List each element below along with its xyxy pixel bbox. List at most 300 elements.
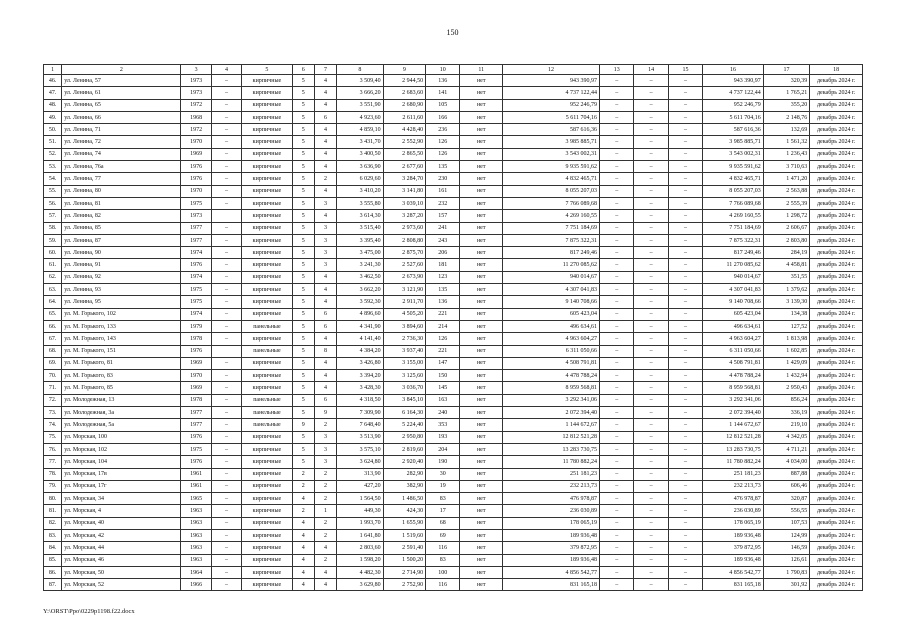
cell-total-cost: 943 390,97 xyxy=(502,75,599,87)
cell-wall-material: кирпичные xyxy=(242,296,293,308)
cell-residents: 193 xyxy=(426,431,460,443)
cell-local-budget: – xyxy=(668,148,702,160)
cell-wall-material: кирпичные xyxy=(242,382,293,394)
cell-object-cultural-heritage: нет xyxy=(460,333,502,345)
cell-living-area: 1 519,60 xyxy=(383,529,425,541)
cell-wall-material: кирпичные xyxy=(242,493,293,505)
cell-year-reconstructed: – xyxy=(211,529,241,541)
cell-residents: 19 xyxy=(426,480,460,492)
cell-object-cultural-heritage: нет xyxy=(460,456,502,468)
cell-year-reconstructed: – xyxy=(211,431,241,443)
table-row xyxy=(44,234,863,246)
cell-living-area: 2 591,40 xyxy=(383,542,425,554)
cell-living-area: 3 845,10 xyxy=(383,394,425,406)
cell-total-cost: 251 181,23 xyxy=(502,468,599,480)
cell-wall-material: панельные xyxy=(242,419,293,431)
cell-entrances: 2 xyxy=(314,517,336,529)
cell-year-built: 1966 xyxy=(181,579,211,591)
cell-year-reconstructed: – xyxy=(211,111,241,123)
cell-completion-date: декабрь 2024 г. xyxy=(810,407,863,419)
cell-floors: 5 xyxy=(292,185,314,197)
cell-row-number: 76. xyxy=(44,443,62,455)
cell-local-budget: – xyxy=(668,308,702,320)
cell-object-cultural-heritage: нет xyxy=(460,493,502,505)
cell-floors: 4 xyxy=(292,566,314,578)
cell-residents: 123 xyxy=(426,271,460,283)
cell-completion-date: декабрь 2024 г. xyxy=(810,247,863,259)
cell-specific-cost: 4 458,81 xyxy=(763,259,810,271)
cell-total-cost: 236 030,89 xyxy=(502,505,599,517)
cell-local-budget: – xyxy=(668,480,702,492)
cell-row-number: 51. xyxy=(44,136,62,148)
cell-address: ул. М. Горького, 143 xyxy=(62,333,181,345)
cell-total-cost: 4 478 788,24 xyxy=(502,370,599,382)
cell-fund-cost: – xyxy=(600,357,634,369)
cell-object-cultural-heritage: нет xyxy=(460,87,502,99)
cell-regional-budget: – xyxy=(634,505,668,517)
cell-living-area: 1 486,50 xyxy=(383,493,425,505)
cell-local-budget: – xyxy=(668,320,702,332)
cell-residents: 181 xyxy=(426,259,460,271)
cell-completion-date: декабрь 2024 г. xyxy=(810,111,863,123)
cell-object-cultural-heritage: нет xyxy=(460,247,502,259)
cell-entrances: 9 xyxy=(314,407,336,419)
cell-residents: 243 xyxy=(426,234,460,246)
table-row xyxy=(44,75,863,87)
cell-fund-cost: – xyxy=(600,87,634,99)
cell-wall-material: кирпичные xyxy=(242,247,293,259)
cell-residents: 232 xyxy=(426,197,460,209)
cell-total-area: 3 555,80 xyxy=(337,197,384,209)
cell-entrances: 4 xyxy=(314,148,336,160)
cell-address: ул. Ленина, 66 xyxy=(62,111,181,123)
cell-object-cultural-heritage: нет xyxy=(460,443,502,455)
cell-entrances: 2 xyxy=(314,554,336,566)
cell-living-area: 3 125,60 xyxy=(383,370,425,382)
cell-year-reconstructed: – xyxy=(211,234,241,246)
cell-total-cost: 13 283 730,75 xyxy=(502,443,599,455)
cell-fund-cost: – xyxy=(600,456,634,468)
cell-living-area: 2 736,30 xyxy=(383,333,425,345)
cell-wall-material: кирпичные xyxy=(242,222,293,234)
cell-owners-funds: 952 246,79 xyxy=(703,99,764,111)
cell-residents: 135 xyxy=(426,284,460,296)
cell-living-area: 3 284,70 xyxy=(383,173,425,185)
cell-entrances: 1 xyxy=(314,505,336,517)
cell-specific-cost: 107,53 xyxy=(763,517,810,529)
cell-living-area: 4 428,40 xyxy=(383,124,425,136)
cell-fund-cost: – xyxy=(600,419,634,431)
cell-entrances: 4 xyxy=(314,136,336,148)
cell-object-cultural-heritage: нет xyxy=(460,529,502,541)
cell-regional-budget: – xyxy=(634,566,668,578)
cell-year-built: 1968 xyxy=(181,111,211,123)
cell-residents: 135 xyxy=(426,161,460,173)
cell-residents: 126 xyxy=(426,333,460,345)
cell-living-area: 2 680,90 xyxy=(383,99,425,111)
cell-total-cost: 8 959 568,81 xyxy=(502,382,599,394)
cell-wall-material: кирпичные xyxy=(242,75,293,87)
cell-total-area: 4 482,30 xyxy=(337,566,384,578)
footer-file-path: Y:\ORST\Ppo\0229p1198.f22.docx xyxy=(43,608,135,615)
cell-year-reconstructed: – xyxy=(211,407,241,419)
cell-address: ул. Морская, 44 xyxy=(62,542,181,554)
cell-specific-cost: 2 803,80 xyxy=(763,234,810,246)
cell-owners-funds: 496 634,61 xyxy=(703,320,764,332)
cell-row-number: 77. xyxy=(44,456,62,468)
cell-address: ул. Морская, 40 xyxy=(62,517,181,529)
cell-year-built: 1961 xyxy=(181,468,211,480)
cell-living-area: 2 752,90 xyxy=(383,579,425,591)
header-cell-12: 12 xyxy=(502,65,599,75)
cell-entrances: 4 xyxy=(314,333,336,345)
cell-regional-budget: – xyxy=(634,345,668,357)
cell-total-area: 4 384,20 xyxy=(337,345,384,357)
cell-fund-cost: – xyxy=(600,222,634,234)
cell-total-cost: 3 985 885,71 xyxy=(502,136,599,148)
cell-specific-cost: 284,19 xyxy=(763,247,810,259)
table-row xyxy=(44,419,863,431)
cell-floors: 5 xyxy=(292,173,314,185)
cell-total-cost: 9 140 708,66 xyxy=(502,296,599,308)
cell-completion-date: декабрь 2024 г. xyxy=(810,87,863,99)
cell-year-built: 1977 xyxy=(181,419,211,431)
header-cell-16: 16 xyxy=(703,65,764,75)
table-row xyxy=(44,210,863,222)
cell-wall-material: кирпичные xyxy=(242,456,293,468)
cell-address: ул. Ленина, 71 xyxy=(62,124,181,136)
cell-wall-material: кирпичные xyxy=(242,370,293,382)
cell-owners-funds: 9 935 591,62 xyxy=(703,161,764,173)
cell-completion-date: декабрь 2024 г. xyxy=(810,197,863,209)
cell-completion-date: декабрь 2024 г. xyxy=(810,468,863,480)
cell-regional-budget: – xyxy=(634,407,668,419)
cell-total-area: 1 641,80 xyxy=(337,529,384,541)
cell-local-budget: – xyxy=(668,87,702,99)
cell-owners-funds: 7 875 322,31 xyxy=(703,234,764,246)
cell-owners-funds: 4 508 791,81 xyxy=(703,357,764,369)
cell-living-area: 2 920,40 xyxy=(383,456,425,468)
cell-address: ул. Ленина, 74 xyxy=(62,148,181,160)
cell-regional-budget: – xyxy=(634,173,668,185)
cell-total-cost: 12 812 521,28 xyxy=(502,431,599,443)
table-row xyxy=(44,542,863,554)
table-row xyxy=(44,357,863,369)
cell-specific-cost: 856,24 xyxy=(763,394,810,406)
header-cell-11: 11 xyxy=(460,65,502,75)
cell-floors: 4 xyxy=(292,517,314,529)
cell-regional-budget: – xyxy=(634,296,668,308)
cell-floors: 4 xyxy=(292,493,314,505)
cell-specific-cost: 1 236,43 xyxy=(763,148,810,160)
cell-owners-funds: 236 030,89 xyxy=(703,505,764,517)
cell-year-reconstructed: – xyxy=(211,99,241,111)
cell-local-budget: – xyxy=(668,111,702,123)
cell-object-cultural-heritage: нет xyxy=(460,370,502,382)
cell-address: ул. М. Горького, 85 xyxy=(62,382,181,394)
cell-floors: 5 xyxy=(292,296,314,308)
cell-specific-cost: 4 034,00 xyxy=(763,456,810,468)
cell-local-budget: – xyxy=(668,579,702,591)
cell-local-budget: – xyxy=(668,197,702,209)
cell-living-area: 6 164,30 xyxy=(383,407,425,419)
cell-year-built: 1975 xyxy=(181,197,211,209)
cell-fund-cost: – xyxy=(600,296,634,308)
cell-regional-budget: – xyxy=(634,554,668,566)
cell-object-cultural-heritage: нет xyxy=(460,136,502,148)
cell-entrances: 3 xyxy=(314,443,336,455)
table-row xyxy=(44,517,863,529)
cell-row-number: 55. xyxy=(44,185,62,197)
cell-address: ул. Ленина, 92 xyxy=(62,271,181,283)
cell-residents: 166 xyxy=(426,111,460,123)
cell-address: ул. Морская, 17г xyxy=(62,480,181,492)
cell-address: ул. Морская, 34 xyxy=(62,493,181,505)
cell-local-budget: – xyxy=(668,529,702,541)
cell-year-built: 1973 xyxy=(181,75,211,87)
cell-wall-material: кирпичные xyxy=(242,210,293,222)
cell-row-number: 57. xyxy=(44,210,62,222)
cell-regional-budget: – xyxy=(634,579,668,591)
cell-year-built: 1969 xyxy=(181,382,211,394)
cell-local-budget: – xyxy=(668,296,702,308)
cell-fund-cost: – xyxy=(600,320,634,332)
cell-specific-cost: 1 471,20 xyxy=(763,173,810,185)
cell-object-cultural-heritage: нет xyxy=(460,111,502,123)
cell-living-area: 2 714,90 xyxy=(383,566,425,578)
cell-local-budget: – xyxy=(668,234,702,246)
cell-total-area: 1 993,70 xyxy=(337,517,384,529)
cell-total-area: 3 241,30 xyxy=(337,259,384,271)
table-row xyxy=(44,284,863,296)
cell-living-area: 3 121,90 xyxy=(383,284,425,296)
cell-wall-material: кирпичные xyxy=(242,124,293,136)
cell-entrances: 2 xyxy=(314,480,336,492)
cell-specific-cost: 3 139,30 xyxy=(763,296,810,308)
cell-year-reconstructed: – xyxy=(211,579,241,591)
cell-row-number: 67. xyxy=(44,333,62,345)
cell-total-cost: 605 423,04 xyxy=(502,308,599,320)
cell-total-area: 449,30 xyxy=(337,505,384,517)
header-cell-18: 18 xyxy=(810,65,863,75)
header-cell-7: 7 xyxy=(314,65,336,75)
cell-completion-date: декабрь 2024 г. xyxy=(810,234,863,246)
cell-floors: 5 xyxy=(292,284,314,296)
table-row xyxy=(44,271,863,283)
cell-year-built: 1972 xyxy=(181,99,211,111)
cell-entrances: 4 xyxy=(314,566,336,578)
cell-specific-cost: 1 379,62 xyxy=(763,284,810,296)
header-cell-8: 8 xyxy=(337,65,384,75)
cell-floors: 4 xyxy=(292,554,314,566)
cell-local-budget: – xyxy=(668,210,702,222)
cell-local-budget: – xyxy=(668,284,702,296)
cell-row-number: 87. xyxy=(44,579,62,591)
cell-row-number: 72. xyxy=(44,394,62,406)
cell-wall-material: кирпичные xyxy=(242,468,293,480)
cell-owners-funds: 7 766 089,68 xyxy=(703,197,764,209)
cell-specific-cost: 1 602,85 xyxy=(763,345,810,357)
cell-wall-material: кирпичные xyxy=(242,308,293,320)
cell-living-area: 2 865,50 xyxy=(383,148,425,160)
cell-local-budget: – xyxy=(668,431,702,443)
cell-owners-funds: 6 311 050,66 xyxy=(703,345,764,357)
cell-entrances: 3 xyxy=(314,259,336,271)
cell-year-reconstructed: – xyxy=(211,456,241,468)
cell-fund-cost: – xyxy=(600,284,634,296)
cell-wall-material: кирпичные xyxy=(242,554,293,566)
cell-regional-budget: – xyxy=(634,259,668,271)
cell-specific-cost: 355,20 xyxy=(763,99,810,111)
cell-total-cost: 3 543 002,31 xyxy=(502,148,599,160)
cell-row-number: 50. xyxy=(44,124,62,136)
cell-entrances: 2 xyxy=(314,529,336,541)
cell-entrances: 2 xyxy=(314,493,336,505)
cell-year-reconstructed: – xyxy=(211,185,241,197)
cell-local-budget: – xyxy=(668,407,702,419)
cell-year-built: 1976 xyxy=(181,161,211,173)
cell-owners-funds: 3 985 885,71 xyxy=(703,136,764,148)
cell-fund-cost: – xyxy=(600,173,634,185)
cell-fund-cost: – xyxy=(600,308,634,320)
cell-living-area: 1 500,20 xyxy=(383,554,425,566)
cell-regional-budget: – xyxy=(634,493,668,505)
cell-specific-cost: 127,52 xyxy=(763,320,810,332)
cell-year-built: 1963 xyxy=(181,542,211,554)
header-cell-1: 1 xyxy=(44,65,62,75)
cell-local-budget: – xyxy=(668,566,702,578)
cell-year-built: 1972 xyxy=(181,124,211,136)
cell-total-area: 4 896,60 xyxy=(337,308,384,320)
cell-fund-cost: – xyxy=(600,197,634,209)
cell-floors: 5 xyxy=(292,382,314,394)
cell-specific-cost: 134,38 xyxy=(763,308,810,320)
cell-local-budget: – xyxy=(668,185,702,197)
cell-floors: 5 xyxy=(292,394,314,406)
cell-residents: 204 xyxy=(426,443,460,455)
cell-regional-budget: – xyxy=(634,161,668,173)
cell-owners-funds: 943 390,97 xyxy=(703,75,764,87)
cell-year-reconstructed: – xyxy=(211,296,241,308)
cell-row-number: 61. xyxy=(44,259,62,271)
cell-entrances: 6 xyxy=(314,320,336,332)
cell-object-cultural-heritage: нет xyxy=(460,431,502,443)
cell-row-number: 49. xyxy=(44,111,62,123)
cell-year-reconstructed: – xyxy=(211,468,241,480)
cell-local-budget: – xyxy=(668,382,702,394)
cell-year-built: 1976 xyxy=(181,456,211,468)
cell-total-area: 3 513,90 xyxy=(337,431,384,443)
cell-address: ул. Молодежная, 3а xyxy=(62,407,181,419)
cell-floors: 5 xyxy=(292,136,314,148)
cell-year-reconstructed: – xyxy=(211,566,241,578)
cell-floors: 5 xyxy=(292,247,314,259)
cell-address: ул. Морская, 100 xyxy=(62,431,181,443)
cell-object-cultural-heritage: нет xyxy=(460,271,502,283)
cell-completion-date: декабрь 2024 г. xyxy=(810,222,863,234)
cell-completion-date: декабрь 2024 г. xyxy=(810,456,863,468)
cell-address: ул. Ленина, 65 xyxy=(62,99,181,111)
header-cell-13: 13 xyxy=(600,65,634,75)
cell-total-area: 4 341,90 xyxy=(337,320,384,332)
cell-year-reconstructed: – xyxy=(211,320,241,332)
cell-year-built: 1977 xyxy=(181,407,211,419)
cell-object-cultural-heritage: нет xyxy=(460,480,502,492)
cell-local-budget: – xyxy=(668,394,702,406)
cell-specific-cost: 3 710,63 xyxy=(763,161,810,173)
cell-specific-cost: 1 429,09 xyxy=(763,357,810,369)
cell-year-built: 1976 xyxy=(181,431,211,443)
cell-fund-cost: – xyxy=(600,566,634,578)
cell-row-number: 82. xyxy=(44,517,62,529)
cell-object-cultural-heritage: нет xyxy=(460,345,502,357)
cell-living-area: 2 973,60 xyxy=(383,222,425,234)
cell-address: ул. Морская, 4 xyxy=(62,505,181,517)
cell-fund-cost: – xyxy=(600,542,634,554)
cell-total-area: 3 614,30 xyxy=(337,210,384,222)
cell-entrances: 6 xyxy=(314,394,336,406)
cell-fund-cost: – xyxy=(600,517,634,529)
cell-specific-cost: 336,19 xyxy=(763,407,810,419)
cell-address: ул. Морская, 50 xyxy=(62,566,181,578)
cell-object-cultural-heritage: нет xyxy=(460,124,502,136)
cell-object-cultural-heritage: нет xyxy=(460,75,502,87)
cell-row-number: 78. xyxy=(44,468,62,480)
cell-row-number: 56. xyxy=(44,197,62,209)
cell-entrances: 4 xyxy=(314,75,336,87)
cell-regional-budget: – xyxy=(634,357,668,369)
cell-total-cost: 7 875 322,31 xyxy=(502,234,599,246)
cell-regional-budget: – xyxy=(634,468,668,480)
cell-year-reconstructed: – xyxy=(211,284,241,296)
cell-entrances: 2 xyxy=(314,468,336,480)
cell-total-area: 3 394,20 xyxy=(337,370,384,382)
cell-floors: 5 xyxy=(292,333,314,345)
cell-fund-cost: – xyxy=(600,259,634,271)
cell-row-number: 84. xyxy=(44,542,62,554)
cell-floors: 5 xyxy=(292,124,314,136)
cell-owners-funds: 476 978,87 xyxy=(703,493,764,505)
cell-living-area: 3 894,60 xyxy=(383,320,425,332)
cell-owners-funds: 12 812 521,28 xyxy=(703,431,764,443)
cell-row-number: 60. xyxy=(44,247,62,259)
cell-completion-date: декабрь 2024 г. xyxy=(810,542,863,554)
cell-entrances: 4 xyxy=(314,579,336,591)
cell-entrances: 3 xyxy=(314,197,336,209)
cell-total-cost: 952 246,79 xyxy=(502,99,599,111)
cell-fund-cost: – xyxy=(600,111,634,123)
cell-total-cost: 5 611 704,16 xyxy=(502,111,599,123)
cell-owners-funds: 1 144 672,67 xyxy=(703,419,764,431)
cell-local-budget: – xyxy=(668,99,702,111)
cell-year-built: 1963 xyxy=(181,529,211,541)
cell-specific-cost: 146,59 xyxy=(763,542,810,554)
cell-row-number: 47. xyxy=(44,87,62,99)
cell-owners-funds: 940 014,67 xyxy=(703,271,764,283)
cell-row-number: 71. xyxy=(44,382,62,394)
cell-row-number: 66. xyxy=(44,320,62,332)
cell-living-area: 2 944,50 xyxy=(383,75,425,87)
header-cell-4: 4 xyxy=(211,65,241,75)
cell-entrances: 4 xyxy=(314,296,336,308)
cell-object-cultural-heritage: нет xyxy=(460,148,502,160)
cell-fund-cost: – xyxy=(600,185,634,197)
cell-total-area: 3 592,30 xyxy=(337,296,384,308)
table-row xyxy=(44,566,863,578)
cell-total-area: 4 318,50 xyxy=(337,394,384,406)
cell-wall-material: кирпичные xyxy=(242,148,293,160)
cell-regional-budget: – xyxy=(634,87,668,99)
